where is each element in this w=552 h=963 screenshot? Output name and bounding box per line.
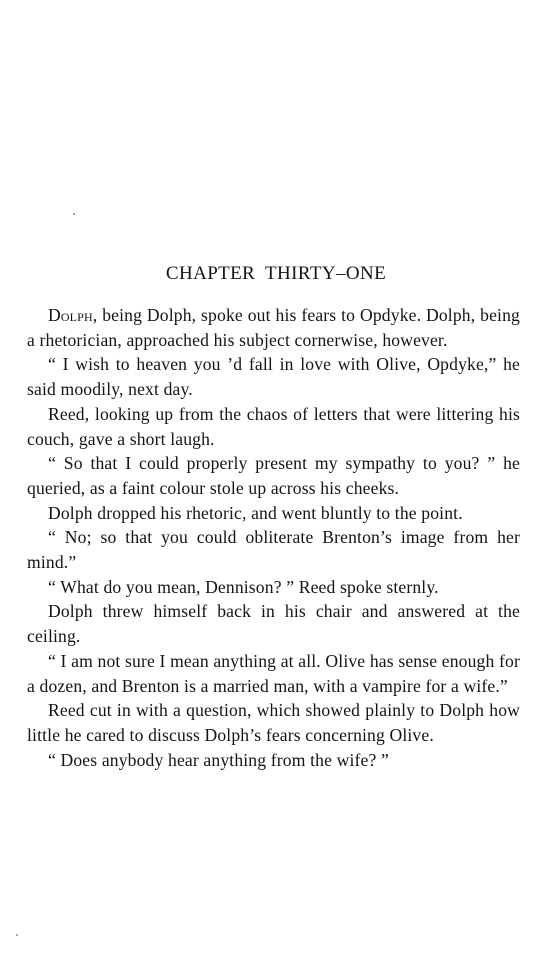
paper-speck xyxy=(16,934,18,936)
paragraph-text: being Dolph, spoke out his fears to Opdyke. Dolph, being a rhetorician, approached his subject cornerwise, however. xyxy=(27,305,520,350)
paragraph-8: Dolph threw himself back in his chair and answered at the ceiling. xyxy=(27,601,520,647)
paper-speck xyxy=(73,213,75,215)
lead-word: Dolph, xyxy=(48,305,98,325)
paragraph-4: “ So that I could properly present my sympathy to you? ” he queried, as a faint colour stole up across his cheeks. xyxy=(27,453,520,498)
chapter-body xyxy=(27,303,520,772)
paragraph-2: “ I wish to heaven you ’d fall in love with Olive, Opdyke,” he said moodily, next day. xyxy=(27,354,520,400)
paragraph-5: Dolph dropped his rhetoric, and went bluntly to the point. xyxy=(48,502,463,523)
paragraph-10: Reed cut in with a question, which showed plainly to Dolph how little he cared to discuss Dolph’s fears concerning Olive. xyxy=(27,700,520,745)
paragraph-7: “ What do you mean, Dennison? ” Reed spoke sternly. xyxy=(48,576,439,597)
paragraph-3: Reed, looking up from the chaos of letters that were littering his couch, gave a short laugh. xyxy=(27,403,520,449)
paragraph-11: “ Does anybody hear anything from the wife? ” xyxy=(48,749,389,770)
paragraph-1 xyxy=(27,303,520,352)
chapter-title: CHAPTER THIRTY–ONE xyxy=(165,263,387,284)
paragraph-9: “ I am not sure I mean anything at all. Olive has sense enough for a dozen, and Brenton is a married man, with a vampire for a wife.” xyxy=(27,650,520,696)
paragraph-6: “ No; so that you could obliterate Brenton’s image from her mind.” xyxy=(27,527,520,573)
